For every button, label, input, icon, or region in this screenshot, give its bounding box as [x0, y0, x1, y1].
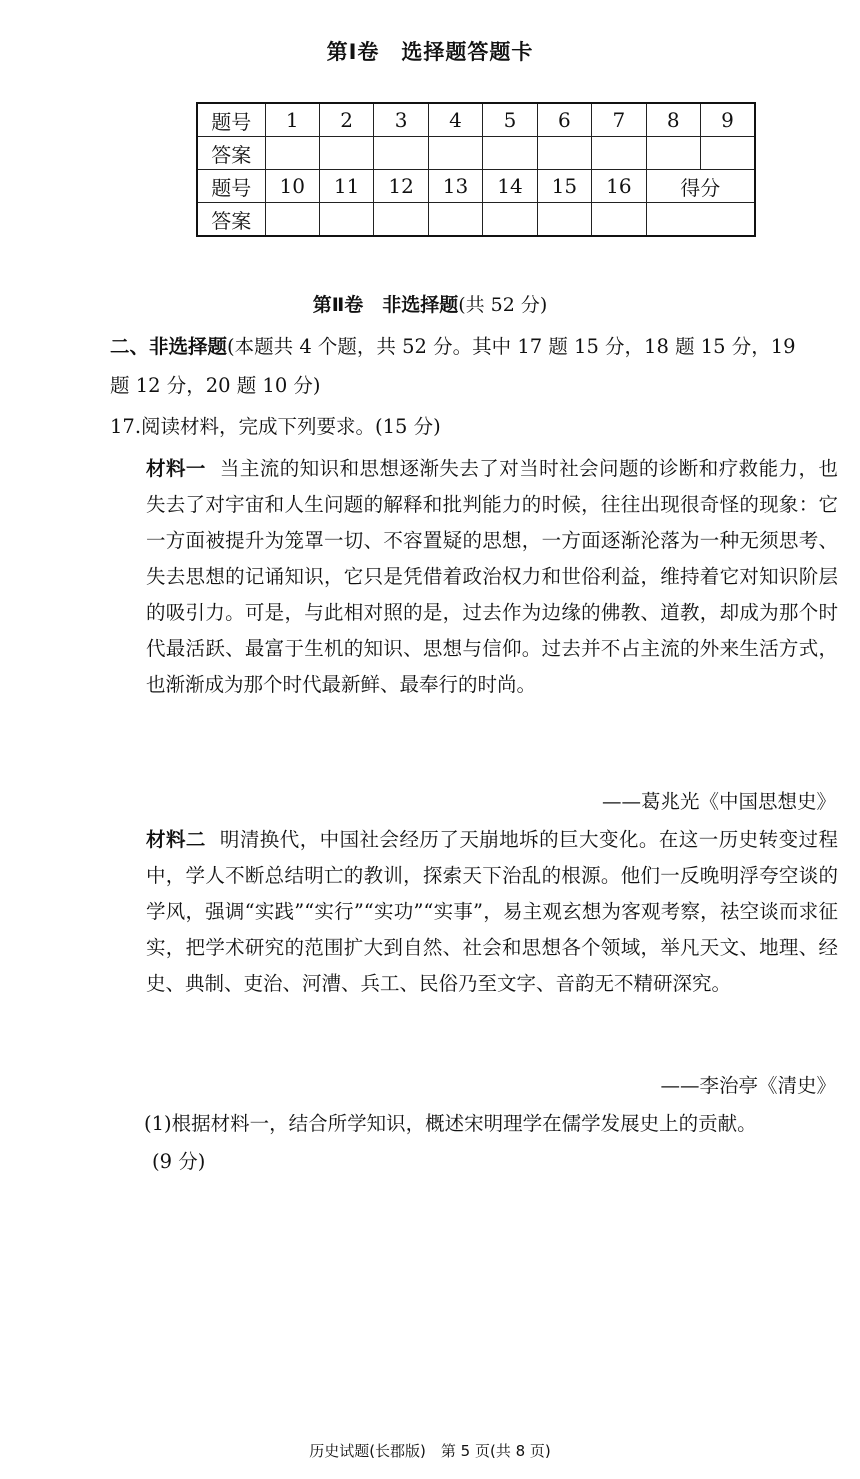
answer-cell[interactable] — [428, 137, 482, 170]
score-cell[interactable] — [646, 203, 755, 237]
answer-cell[interactable] — [537, 203, 591, 237]
page-footer: 历史试题(长郡版) 第 5 页(共 8 页) — [309, 1442, 551, 1460]
question-number: 4 — [428, 103, 482, 137]
answer-label: 答案 — [197, 203, 265, 237]
section-intro — [110, 337, 796, 357]
material-one-source: ——葛兆光《中国思想史》 — [601, 790, 836, 813]
question-number: 15 — [537, 170, 591, 203]
question-number: 5 — [483, 103, 537, 137]
section-title-points: (共 52 分) — [458, 294, 548, 316]
answer-label: 答案 — [197, 137, 265, 170]
material-two — [146, 822, 838, 1002]
answer-cell[interactable] — [319, 137, 373, 170]
question-number: 6 — [537, 103, 591, 137]
answer-cell[interactable] — [592, 203, 646, 237]
answer-cell[interactable] — [646, 137, 700, 170]
question-number: 12 — [374, 170, 428, 203]
answer-cell[interactable] — [428, 203, 482, 237]
answer-cell[interactable] — [537, 137, 591, 170]
question-number-label: 题号 — [197, 170, 265, 203]
section-intro-line2: 题 12 分，20 题 10 分) — [110, 374, 321, 397]
material-one-text: 当主流的知识和思想逐渐失去了对当时社会问题的诊断和疗救能力，也失去了对宇宙和人生问题的解释和批判能力的时候，往往出现很奇怪的现象：它一方面被提升为笼罩一切、不容置疑的思想，一方面逐渐沦落为一种无须思考、失去思想的记诵知识，它只是凭借着政治权力和世俗利益，维持着它对知识阶层的吸引力。可是，与此相对照的是，过去作为边缘的佛教、道教，却成为那个时代最活跃、最富于生机的知识、思想与信仰。过去并不占主流的外来生活方式，也渐渐成为那个时代最新鲜、最奉行的时尚。 — [146, 457, 838, 696]
answer-cell[interactable] — [374, 203, 428, 237]
table-row — [197, 170, 755, 203]
question-17-stem: 17.阅读材料，完成下列要求。(15 分) — [110, 415, 441, 438]
answer-cell[interactable] — [483, 137, 537, 170]
table-row — [197, 103, 755, 137]
page-title: 第Ⅰ卷 选择题答题卡 — [326, 40, 534, 64]
material-one — [146, 451, 838, 703]
question-number: 14 — [483, 170, 537, 203]
material-two-label: 材料二 — [146, 828, 206, 851]
score-label: 得分 — [646, 170, 755, 203]
answer-cell[interactable] — [265, 203, 319, 237]
section-intro-text: (本题共 4 个题，共 52 分。其中 17 题 15 分，18 题 15 分，19 — [227, 335, 796, 358]
question-number: 10 — [265, 170, 319, 203]
section-title-bold: 第Ⅱ卷 非选择题 — [312, 294, 459, 316]
answer-cell[interactable] — [701, 137, 756, 170]
answer-cell[interactable] — [265, 137, 319, 170]
question-number: 2 — [319, 103, 373, 137]
question-number: 16 — [592, 170, 646, 203]
answer-cell[interactable] — [374, 137, 428, 170]
question-number: 11 — [319, 170, 373, 203]
question-number: 1 — [265, 103, 319, 137]
question-number-label: 题号 — [197, 103, 265, 137]
sub-question-1-points: (9 分) — [152, 1150, 206, 1173]
table-row — [197, 203, 755, 237]
material-two-text: 明清换代，中国社会经历了天崩地坼的巨大变化。在这一历史转变过程中，学人不断总结明亡的教训，探索天下治乱的根源。他们一反晚明浮夸空谈的学风，强调“实践”“实行”“实功”“实事”，易主观玄想为客观考察，祛空谈而求征实，把学术研究的范围扩大到自然、社会和思想各个领域，举凡天文、地理、经史、典制、吏治、河漕、兵工、民俗乃至文字、音韵无不精研深究。 — [146, 828, 838, 995]
section-title — [0, 290, 860, 317]
sub-question-1: (1)根据材料一，结合所学知识，概述宋明理学在儒学发展史上的贡献。 — [144, 1112, 757, 1135]
material-two-source: ——李治亭《清史》 — [660, 1074, 836, 1097]
answer-table — [196, 102, 756, 237]
question-number: 7 — [592, 103, 646, 137]
answer-cell[interactable] — [483, 203, 537, 237]
question-number: 8 — [646, 103, 700, 137]
section-intro-bold: 二、非选择题 — [110, 335, 228, 358]
table-row — [197, 137, 755, 170]
question-number: 9 — [701, 103, 756, 137]
answer-cell[interactable] — [592, 137, 646, 170]
question-number: 13 — [428, 170, 482, 203]
answer-cell[interactable] — [319, 203, 373, 237]
material-one-label: 材料一 — [146, 457, 206, 480]
question-number: 3 — [374, 103, 428, 137]
